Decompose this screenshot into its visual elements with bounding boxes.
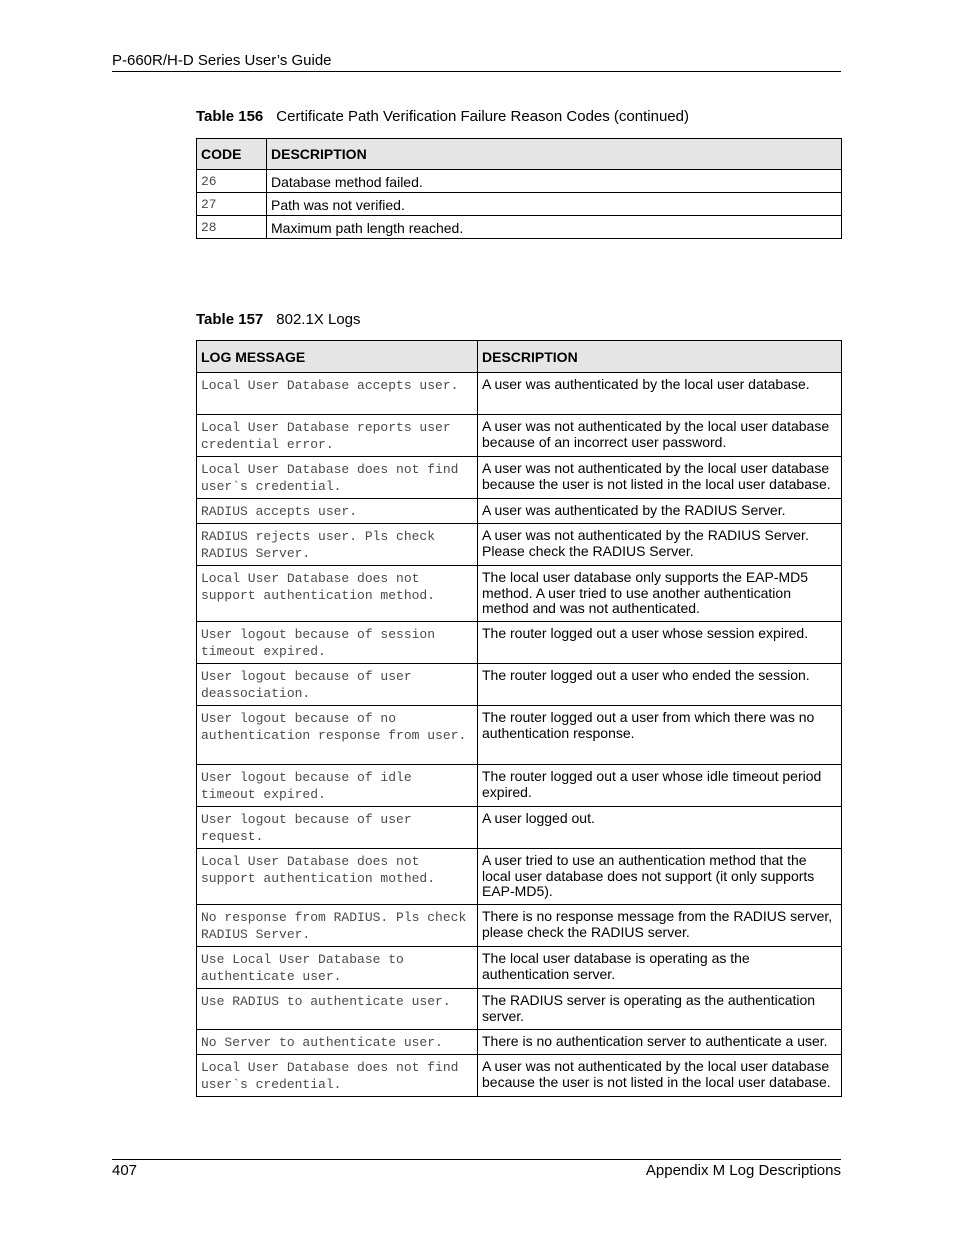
log-message-cell: User logout because of session timeout expired. bbox=[197, 622, 478, 664]
log-message-cell: Use RADIUS to authenticate user. bbox=[197, 989, 478, 1030]
table-row bbox=[197, 905, 842, 947]
table-156-title: Certificate Path Verification Failure Reason Codes (continued) bbox=[276, 108, 689, 125]
table-157-caption bbox=[196, 311, 361, 328]
description-cell: A user logged out. bbox=[478, 807, 842, 849]
code-cell: 26 bbox=[197, 170, 267, 193]
description-cell: A user was not authenticated by the local user database because the user is not listed in the local user database. bbox=[478, 1055, 842, 1097]
log-message-cell: User logout because of idle timeout expired. bbox=[197, 765, 478, 807]
description-cell: There is no authentication server to authenticate a user. bbox=[478, 1030, 842, 1055]
log-message-cell: Local User Database does not support authentication mothed. bbox=[197, 849, 478, 905]
table-row bbox=[197, 807, 842, 849]
description-cell: Maximum path length reached. bbox=[267, 216, 842, 239]
log-message-cell: User logout because of user deassociation. bbox=[197, 664, 478, 706]
running-header-title: P-660R/H-D Series User’s Guide bbox=[112, 52, 332, 69]
log-message-cell: User logout because of user request. bbox=[197, 807, 478, 849]
log-message-cell: No Server to authenticate user. bbox=[197, 1030, 478, 1055]
table-157-label: Table 157 bbox=[196, 311, 264, 328]
footer-section-title: Appendix M Log Descriptions bbox=[645, 1162, 841, 1179]
description-cell: The local user database is operating as the authentication server. bbox=[478, 947, 842, 989]
table-row bbox=[197, 664, 842, 706]
description-cell: The router logged out a user from which there was no authentication response. bbox=[478, 706, 842, 765]
table-row bbox=[197, 989, 842, 1030]
table-row bbox=[197, 947, 842, 989]
header-divider bbox=[112, 71, 841, 72]
table-row bbox=[197, 706, 842, 765]
table-row bbox=[197, 849, 842, 905]
description-cell: A user tried to use an authentication method that the local user database does not support (it only supports EAP-MD5). bbox=[478, 849, 842, 905]
table-row bbox=[197, 457, 842, 499]
table-row bbox=[197, 415, 842, 457]
description-cell: A user was not authenticated by the local user database because the user is not listed in the local user database. bbox=[478, 457, 842, 499]
code-cell: 28 bbox=[197, 216, 267, 239]
description-cell: The RADIUS server is operating as the authentication server. bbox=[478, 989, 842, 1030]
log-message-cell: RADIUS accepts user. bbox=[197, 499, 478, 524]
page-number: 407 bbox=[112, 1162, 138, 1179]
table-row bbox=[197, 524, 842, 566]
table-row bbox=[197, 765, 842, 807]
table-156 bbox=[196, 138, 842, 239]
table-157 bbox=[196, 340, 842, 1097]
description-cell: A user was authenticated by the local user database. bbox=[478, 373, 842, 415]
column-header-description: DESCRIPTION bbox=[267, 139, 842, 170]
table-row bbox=[197, 1030, 842, 1055]
log-message-cell: Local User Database does not find user`s credential. bbox=[197, 457, 478, 499]
table-row bbox=[197, 373, 842, 415]
description-cell: Path was not verified. bbox=[267, 193, 842, 216]
description-cell: There is no response message from the RADIUS server, please check the RADIUS server. bbox=[478, 905, 842, 947]
code-cell: 27 bbox=[197, 193, 267, 216]
log-message-cell: Local User Database does not support authentication method. bbox=[197, 566, 478, 622]
log-message-cell: User logout because of no authentication response from user. bbox=[197, 706, 478, 765]
description-cell: The router logged out a user who ended the session. bbox=[478, 664, 842, 706]
log-message-cell: Local User Database reports user credential error. bbox=[197, 415, 478, 457]
table-header-row bbox=[197, 139, 842, 170]
description-cell: Database method failed. bbox=[267, 170, 842, 193]
log-message-cell: Local User Database accepts user. bbox=[197, 373, 478, 415]
table-row bbox=[197, 193, 842, 216]
log-message-cell: RADIUS rejects user. Pls check RADIUS Server. bbox=[197, 524, 478, 566]
table-row bbox=[197, 170, 842, 193]
column-header-code: CODE bbox=[197, 139, 267, 170]
table-row bbox=[197, 216, 842, 239]
table-156-label: Table 156 bbox=[196, 108, 264, 125]
description-cell: A user was authenticated by the RADIUS Server. bbox=[478, 499, 842, 524]
description-cell: A user was not authenticated by the RADIUS Server. Please check the RADIUS Server. bbox=[478, 524, 842, 566]
table-157-title: 802.1X Logs bbox=[276, 311, 361, 328]
log-message-cell: Local User Database does not find user`s credential. bbox=[197, 1055, 478, 1097]
table-header-row bbox=[197, 341, 842, 373]
table-row bbox=[197, 499, 842, 524]
description-cell: A user was not authenticated by the local user database because of an incorrect user password. bbox=[478, 415, 842, 457]
column-header-description: DESCRIPTION bbox=[478, 341, 842, 373]
table-156-caption bbox=[196, 108, 689, 125]
description-cell: The local user database only supports the EAP-MD5 method. A user tried to use another authentication method and was not authenticated. bbox=[478, 566, 842, 622]
table-row bbox=[197, 566, 842, 622]
table-row bbox=[197, 1055, 842, 1097]
description-cell: The router logged out a user whose session expired. bbox=[478, 622, 842, 664]
description-cell: The router logged out a user whose idle timeout period expired. bbox=[478, 765, 842, 807]
table-row bbox=[197, 622, 842, 664]
log-message-cell: No response from RADIUS. Pls check RADIUS Server. bbox=[197, 905, 478, 947]
log-message-cell: Use Local User Database to authenticate user. bbox=[197, 947, 478, 989]
column-header-log-message: LOG MESSAGE bbox=[197, 341, 478, 373]
footer-divider bbox=[112, 1159, 841, 1160]
